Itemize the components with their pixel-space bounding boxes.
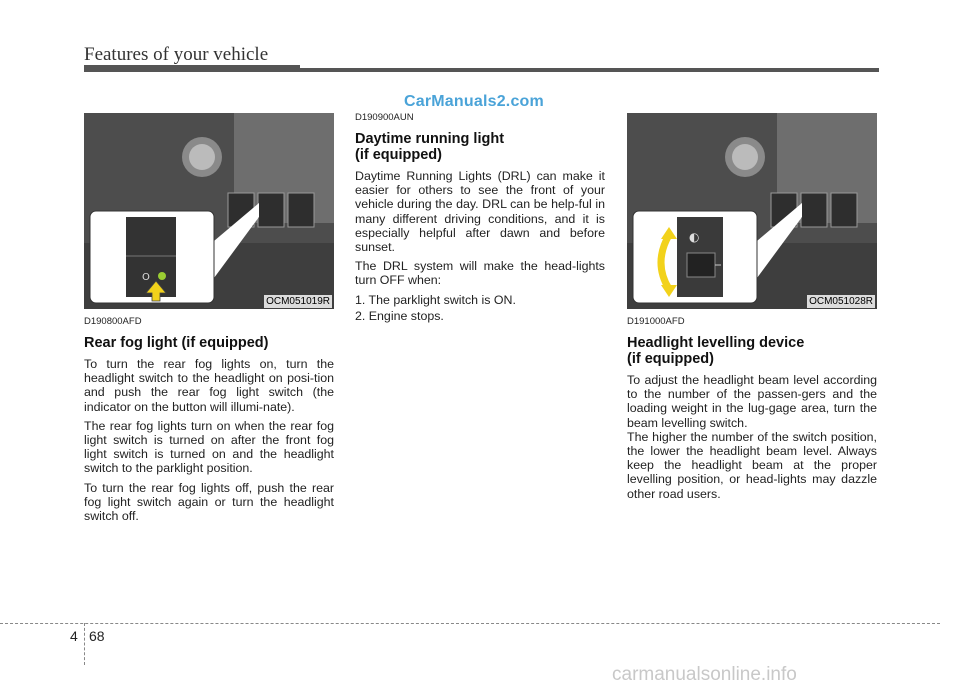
rear-fog-switch-photo [84,113,334,309]
section-heading-line1: Headlight levelling device [627,335,805,351]
footer-divider [84,623,85,665]
header-rule [84,68,879,72]
paragraph: The higher the number of the switch position, the lower the headlight beam level. Always keep the headlight beam at the proper levelling position, or head-lights may dazzle other road users. [627,429,877,501]
section-heading [627,335,877,367]
paragraph: The DRL system will make the head-lights turn OFF when: [355,259,605,288]
drl-section [355,112,605,328]
list-item: 1. The parklight switch is ON. [355,292,516,307]
photo-code-left: OCM051019R [266,296,330,307]
watermark-top: CarManuals2.com [404,93,544,110]
paragraph: The rear fog lights turn on when the rear fog light switch is turned on after the front fog light switch is turned on and the headlight switch to the parklight position. [84,418,334,476]
paragraph: Daytime Running Lights (DRL) can make it easier for others to see the front of your vehicle during the day. DRL can be help-ful in many different driving conditions, and it is especially helpful after dawn and before sunset. [355,169,605,255]
svg-text:O: O [142,272,150,283]
list-item: 2. Engine stops. [355,308,444,323]
section-heading-line2: (if equipped) [627,351,714,367]
footer-rule [0,623,940,624]
page-number: 68 [89,628,105,644]
rear-fog-section [84,316,334,528]
chapter-number: 4 [70,628,78,644]
page-header-title: Features of your vehicle [84,44,269,65]
paragraph: To adjust the headlight beam level according to the number of the passen-gers and the loading weight in the lug-gage area, turn the beam levelling switch. [627,373,877,430]
section-heading-line1: Daytime running light [355,131,505,147]
paragraph: To turn the rear fog lights off, push the rear fog light switch again or turn the headlight switch off. [84,480,334,524]
section-code: D190800AFD [84,316,142,327]
watermark-bottom: carmanualsonline.info [612,664,797,685]
section-code: D190900AUN [355,112,414,123]
headlight-levelling-photo [627,113,877,309]
section-code: D191000AFD [627,316,685,327]
headlight-levelling-section [627,316,877,506]
section-heading [355,131,605,163]
section-heading-line2: (if equipped) [355,147,442,163]
svg-text:◐: ◐ [689,230,700,244]
photo-code-right: OCM051028R [809,296,873,307]
paragraph: To turn the rear fog lights on, turn the headlight switch to the headlight on posi-tion and push the rear fog light switch (the indicator on the button will illumi-nate). [84,357,334,414]
section-heading: Rear fog light (if equipped) [84,335,269,351]
